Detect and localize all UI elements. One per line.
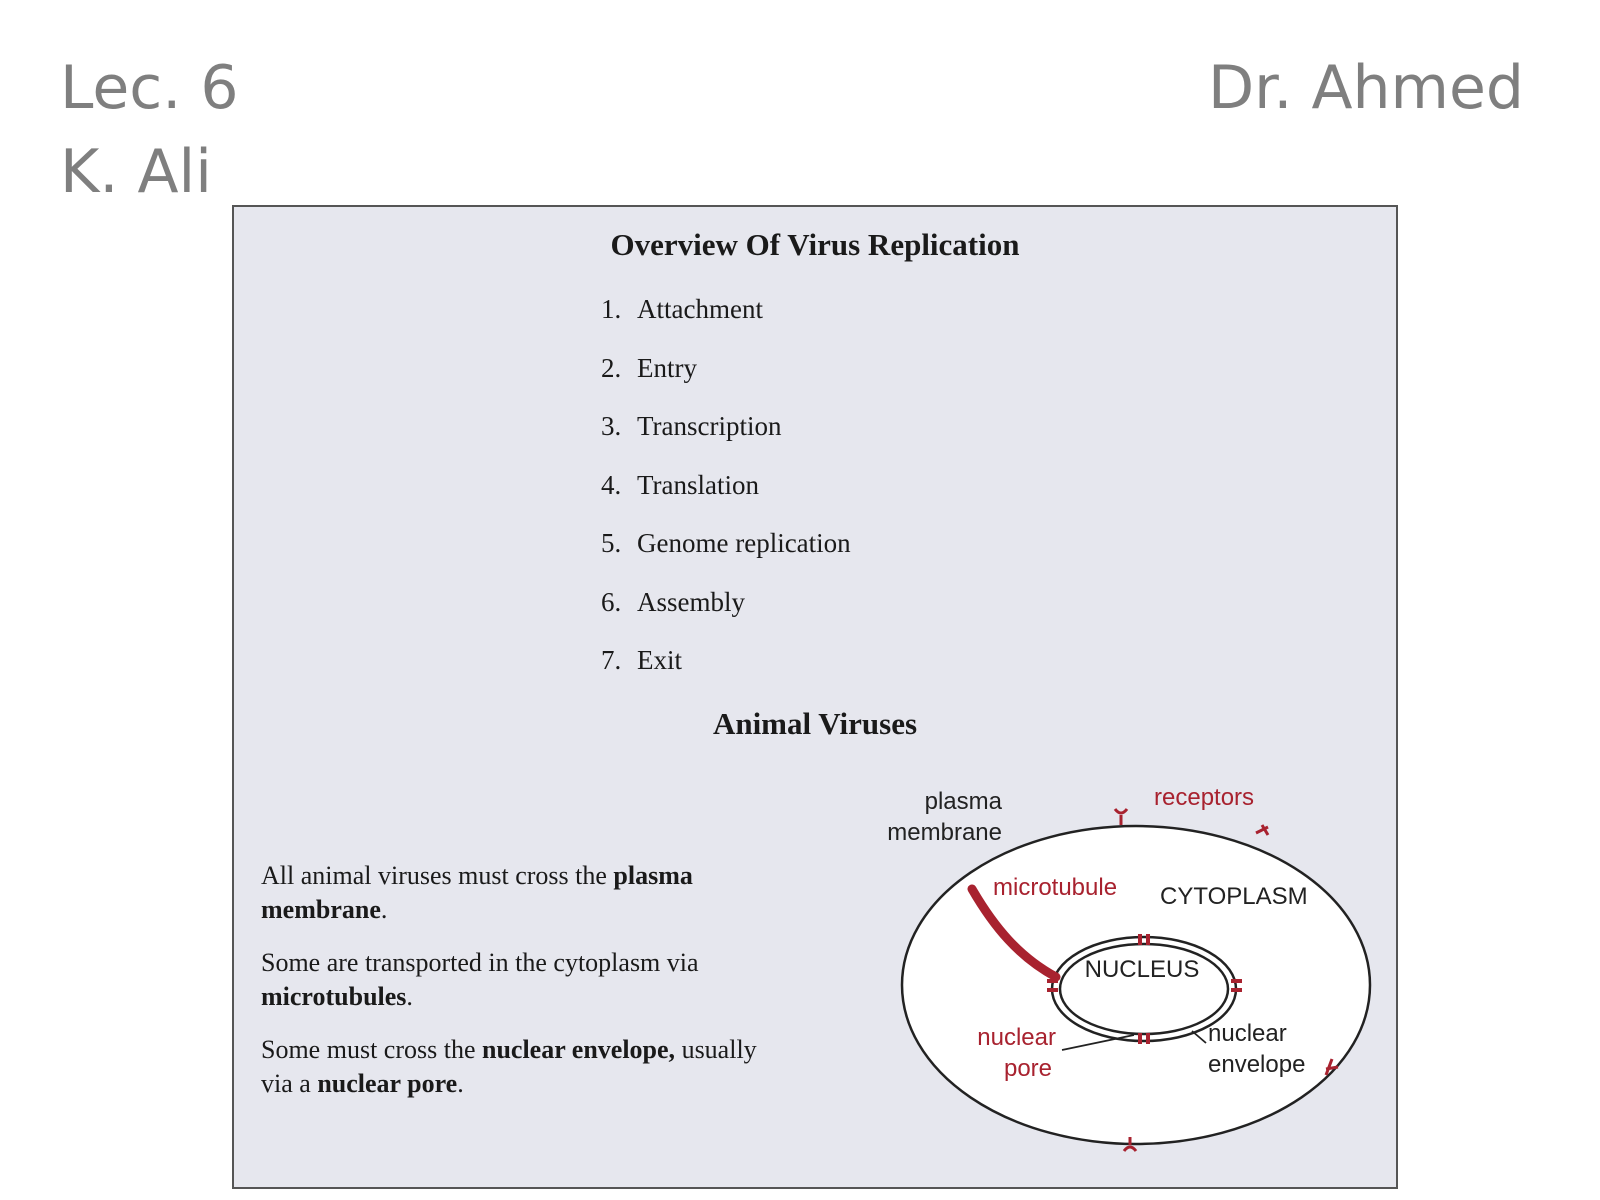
lecture-number: Lec. 6 bbox=[60, 53, 239, 123]
step-number: 1. bbox=[601, 294, 622, 324]
animal-viruses-title: Animal Viruses bbox=[712, 706, 918, 741]
step-number: 5. bbox=[601, 528, 622, 558]
cytoplasm-label: CYTOPLASM bbox=[1160, 883, 1308, 910]
step-number: 3. bbox=[601, 411, 622, 441]
nucleus-label: NUCLEUS bbox=[1084, 956, 1200, 983]
cell-diagram bbox=[234, 207, 1396, 1187]
step-label: Assembly bbox=[637, 586, 745, 617]
author-name-continued: K. Ali bbox=[60, 137, 212, 207]
step-label: Exit bbox=[637, 645, 682, 675]
step-label: Translation bbox=[637, 469, 760, 500]
microtubule-label: microtubule bbox=[993, 874, 1118, 901]
plasma-membrane-paragraph: All animal viruses must cross the plasma membrane. bbox=[261, 861, 693, 924]
receptors-label: receptors bbox=[1154, 784, 1255, 811]
envelope-label-line1: nuclear bbox=[1208, 1020, 1287, 1047]
pore-label-line2: pore bbox=[1003, 1055, 1053, 1082]
nuclear-pore-paragraph: Some must cross the nuclear envelope, usually via a nuclear pore. bbox=[261, 1035, 757, 1098]
virus-replication-figure bbox=[232, 205, 1398, 1189]
envelope-label-line2: envelope bbox=[1208, 1051, 1306, 1078]
microtubules-paragraph: Some are transported in the cytoplasm via microtubules. bbox=[261, 948, 699, 1011]
plasma-label-line1: plasma bbox=[924, 788, 1002, 815]
pore-label-line1: nuclear bbox=[977, 1024, 1056, 1051]
plasma-membrane-outline bbox=[902, 826, 1370, 1144]
step-label: Genome replication bbox=[637, 528, 851, 558]
step-label: Entry bbox=[637, 352, 697, 383]
step-label: Transcription bbox=[637, 411, 782, 441]
step-number: 2. bbox=[601, 352, 622, 383]
author-name: Dr. Ahmed bbox=[1207, 53, 1524, 123]
step-label: Attachment bbox=[637, 294, 763, 324]
step-number: 6. bbox=[601, 586, 622, 617]
step-number: 4. bbox=[601, 469, 622, 500]
overview-title: Overview Of Virus Replication bbox=[610, 227, 1020, 262]
step-number: 7. bbox=[601, 645, 622, 675]
plasma-label-line2: membrane bbox=[887, 819, 1002, 846]
